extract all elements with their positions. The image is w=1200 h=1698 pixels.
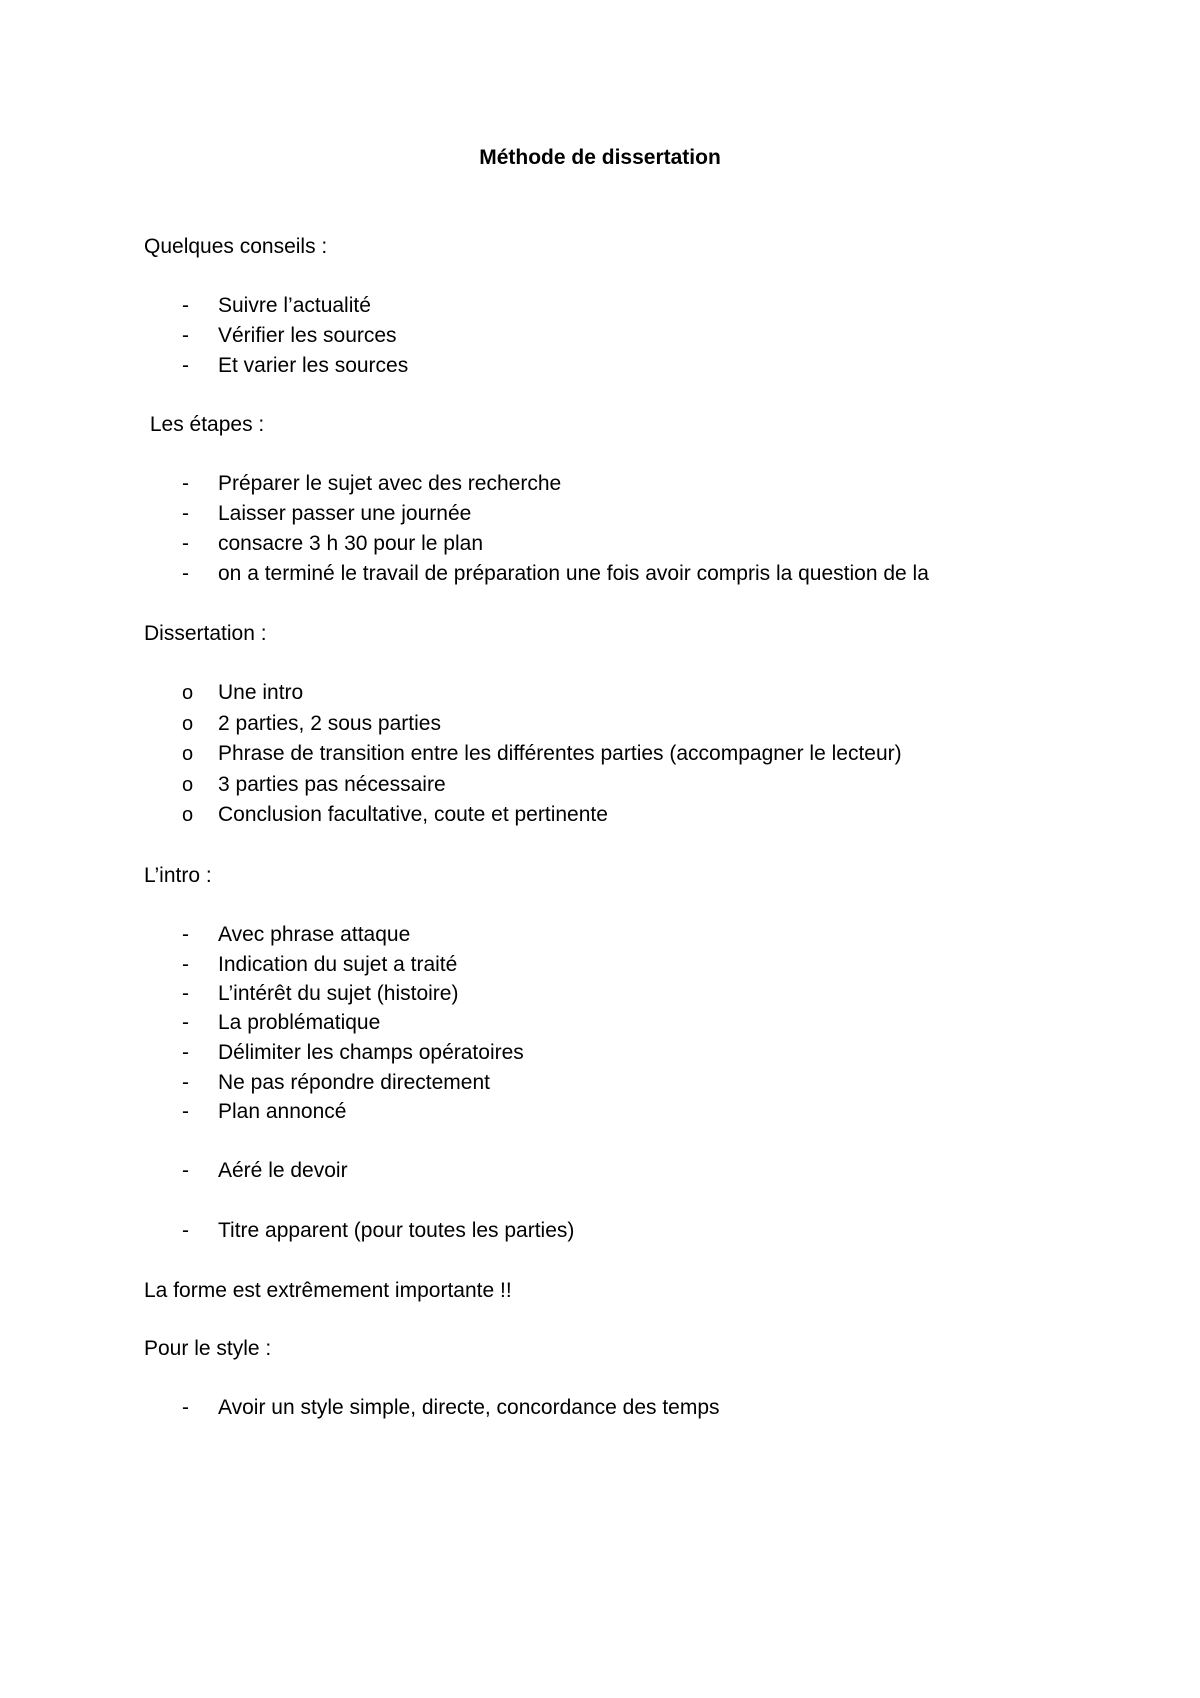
circle-bullet: o [182, 774, 194, 796]
list-item-text: 3 parties pas nécessaire [218, 773, 446, 796]
dash-bullet: - [182, 354, 189, 377]
list-item [182, 1039, 524, 1067]
list-item-text: Conclusion facultative, coute et pertinente [218, 803, 608, 826]
circle-bullet: o [182, 682, 194, 704]
list-item [182, 292, 371, 320]
circle-bullet: o [182, 804, 194, 826]
list-item-text: Avoir un style simple, directe, concordance des temps [218, 1396, 720, 1419]
list-item-text: Et varier les sources [218, 354, 409, 377]
dash-bullet: - [182, 1219, 189, 1242]
list-item-text: L’intérêt du sujet (histoire) [218, 982, 459, 1005]
dash-bullet: - [182, 1071, 189, 1094]
list-item [182, 980, 458, 1008]
list-item-text: La problématique [218, 1011, 381, 1034]
list-item-text: on a terminé le travail de préparation une fois avoir compris la question de la [218, 562, 929, 585]
section-heading-conseils: Quelques conseils : [144, 235, 328, 258]
list-item [182, 560, 929, 588]
dash-bullet: - [182, 1396, 189, 1419]
list-item-text: Avec phrase attaque [218, 923, 411, 946]
list-item [182, 1009, 380, 1037]
dash-bullet: - [182, 294, 189, 317]
dash-bullet: - [182, 982, 189, 1005]
circle-bullet: o [182, 743, 194, 765]
dash-bullet: - [182, 532, 189, 555]
list-item [182, 530, 483, 558]
list-item-text: Vérifier les sources [218, 324, 397, 347]
dash-bullet: - [182, 502, 189, 525]
dash-bullet: - [182, 1011, 189, 1034]
section-heading-style: Pour le style : [144, 1337, 272, 1360]
dash-bullet: - [182, 923, 189, 946]
dash-bullet: - [182, 953, 189, 976]
list-item [182, 1098, 346, 1126]
list-item [182, 470, 561, 498]
list-item-text: Délimiter les champs opératoires [218, 1041, 524, 1064]
list-item [182, 771, 446, 799]
list-item [182, 322, 397, 350]
list-item [182, 1157, 348, 1185]
dash-bullet: - [182, 1159, 189, 1182]
section-heading-etapes: Les étapes : [144, 413, 265, 436]
section-heading-intro: L’intro : [144, 864, 212, 887]
list-item-text: Phrase de transition entre les différentes parties (accompagner le lecteur) [218, 742, 902, 765]
list-item-text: Indication du sujet a traité [218, 953, 458, 976]
list-item-text: Plan annoncé [218, 1100, 347, 1123]
list-item [182, 1217, 574, 1245]
list-item [182, 352, 408, 380]
list-item-text: Aéré le devoir [218, 1159, 348, 1182]
list-item-text: Une intro [218, 681, 304, 704]
dash-bullet: - [182, 562, 189, 585]
list-item [182, 1069, 490, 1097]
dash-bullet: - [182, 1041, 189, 1064]
dash-bullet: - [182, 472, 189, 495]
list-item-text: Titre apparent (pour toutes les parties) [218, 1219, 575, 1242]
dash-bullet: - [182, 1100, 189, 1123]
list-item [182, 710, 441, 738]
circle-bullet: o [182, 713, 194, 735]
list-item [182, 500, 471, 528]
document-title: Méthode de dissertation [479, 146, 721, 169]
list-item [182, 921, 410, 949]
list-item [182, 740, 902, 768]
list-item [182, 951, 457, 979]
list-item-text: Suivre l’actualité [218, 294, 371, 317]
list-item [182, 801, 608, 829]
forme-statement: La forme est extrêmement importante !! [144, 1279, 512, 1302]
dash-bullet: - [182, 324, 189, 347]
list-item-text: 2 parties, 2 sous parties [218, 712, 441, 735]
list-item-text: Ne pas répondre directement [218, 1071, 490, 1094]
section-heading-dissertation: Dissertation : [144, 622, 267, 645]
list-item [182, 679, 303, 707]
list-item-text: Préparer le sujet avec des recherche [218, 472, 562, 495]
list-item [182, 1394, 720, 1422]
list-item-text: consacre 3 h 30 pour le plan [218, 532, 484, 555]
list-item-text: Laisser passer une journée [218, 502, 472, 525]
